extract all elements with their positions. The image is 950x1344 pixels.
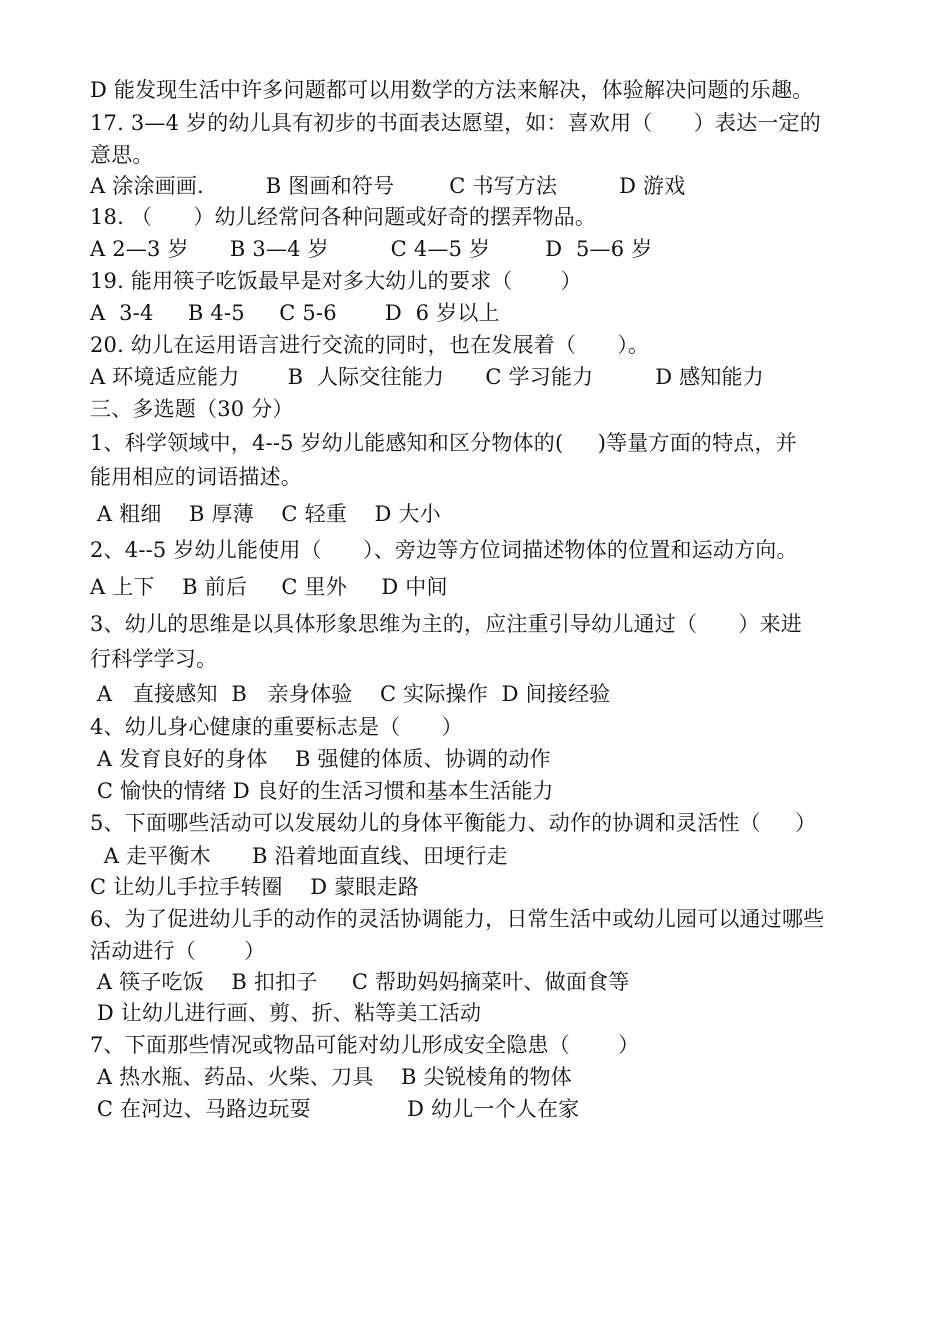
section-heading: 三、多选题（30 分） <box>90 397 294 421</box>
question-17-cont: 意思。 <box>90 143 154 167</box>
mc-question-4-options-cd: C 愉快的情绪 D 良好的生活习惯和基本生活能力 <box>90 779 554 803</box>
mc-question-3: 3、幼儿的思维是以具体形象思维为主的，应注重引导幼儿通过（ ）来进 <box>90 612 803 636</box>
text-line-option-d: D 能发现生活中许多问题都可以用数学的方法来解决，体验解决问题的乐趣。 <box>90 78 814 102</box>
question-17-options: A 涂涂画画. B 图画和符号 C 书写方法 D 游戏 <box>90 174 686 198</box>
question-20-options: A 环境适应能力 B 人际交往能力 C 学习能力 D 感知能力 <box>90 365 764 389</box>
question-19-options: A 3-4 B 4-5 C 5-6 D 6 岁以上 <box>90 301 500 325</box>
question-18: 18. （ ）幼儿经常问各种问题或好奇的摆弄物品。 <box>90 205 597 229</box>
question-20: 20. 幼儿在运用语言进行交流的同时，也在发展着（ ）。 <box>90 333 650 357</box>
mc-question-7-options-ab: A 热水瓶、药品、火柴、刀具 B 尖锐棱角的物体 <box>90 1065 572 1089</box>
mc-question-3-cont: 行科学学习。 <box>90 647 218 671</box>
mc-question-1: 1、科学领域中，4--5 岁幼儿能感知和区分物体的( )等量方面的特点，并 <box>90 431 797 455</box>
mc-question-1-options: A 粗细 B 厚薄 C 轻重 D 大小 <box>90 502 441 526</box>
mc-question-6: 6、为了促进幼儿手的动作的灵活协调能力，日常生活中或幼儿园可以通过哪些 <box>90 907 825 931</box>
mc-question-5-options-cd: C 让幼儿手拉手转圈 D 蒙眼走路 <box>90 875 419 899</box>
question-18-options: A 2—3 岁 B 3—4 岁 C 4—5 岁 D 5—6 岁 <box>90 237 653 261</box>
mc-question-5-options-ab: A 走平衡木 B 沿着地面直线、田埂行走 <box>90 844 508 868</box>
mc-question-4-options-ab: A 发育良好的身体 B 强健的体质、协调的动作 <box>90 747 551 771</box>
mc-question-3-options: A 直接感知 B 亲身体验 C 实际操作 D 间接经验 <box>90 682 611 706</box>
mc-question-5: 5、下面哪些活动可以发展幼儿的身体平衡能力、动作的协调和灵活性（ ） <box>90 811 817 835</box>
question-17: 17. 3—4 岁的幼儿具有初步的书面表达愿望，如：喜欢用（ ）表达一定的 <box>90 111 821 135</box>
mc-question-6-cont: 活动进行（ ） <box>90 939 266 963</box>
mc-question-6-options-d: D 让幼儿进行画、剪、折、粘等美工活动 <box>90 1001 482 1025</box>
mc-question-2-options: A 上下 B 前后 C 里外 D 中间 <box>90 575 448 599</box>
mc-question-7: 7、下面那些情况或物品可能对幼儿形成安全隐患（ ） <box>90 1033 640 1057</box>
mc-question-7-options-cd: C 在河边、马路边玩耍 D 幼儿一个人在家 <box>90 1097 580 1121</box>
mc-question-4: 4、幼儿身心健康的重要标志是（ ） <box>90 715 463 739</box>
question-19: 19. 能用筷子吃饭最早是对多大幼儿的要求（ ） <box>90 269 582 293</box>
mc-question-2: 2、4--5 岁幼儿能使用（ ）、旁边等方位词描述物体的位置和运动方向。 <box>90 538 798 562</box>
mc-question-1-cont: 能用相应的词语描述。 <box>90 465 302 489</box>
mc-question-6-options-abc: A 筷子吃饭 B 扣扣子 C 帮助妈妈摘菜叶、做面食等 <box>90 970 630 994</box>
